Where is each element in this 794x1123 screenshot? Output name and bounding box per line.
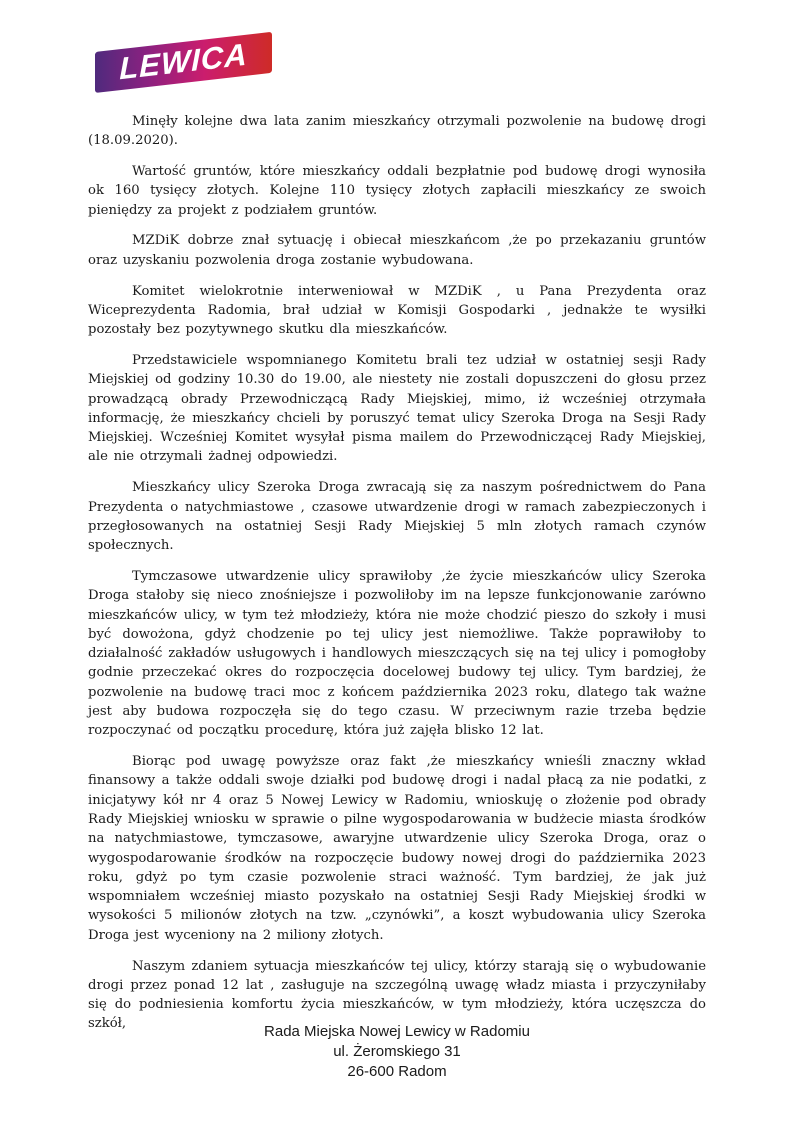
footer-street-address: ul. Żeromskiego 31 bbox=[333, 1043, 461, 1060]
letter-footer bbox=[0, 1022, 794, 1082]
lewica-logo-text: LEWICA bbox=[119, 36, 248, 87]
paragraph: Minęły kolejne dwa lata zanim mieszkańcy otrzymali pozwolenie na budowę drogi (18.09.2020). bbox=[88, 114, 706, 149]
paragraph: Biorąc pod uwagę powyższe oraz fakt ,że mieszkańcy wnieśli znaczny wkład finansowy a także oddali swoje działki pod budowę drogi i nadal płacą za nie podatki, z inicjatywy kół nr 4 oraz 5 Nowej Lewicy w Radomiu, wnioskuję o złożenie pod obrady Rady Miejskiej wniosku w sprawie o pilne wygospodarowania w budżecie miasta środków na natychmiastowe, tymczasowe, awaryjne utwardzenie ulicy Szeroka Droga, oraz o wygospodarowanie środków na rozpoczęcie budowy nowej drogi do października 2023 roku, gdyż po tym czasie pozwolenie straci ważność. Tym bardziej, że jak już wspomniałem wcześniej miasto pozyskało na ostatniej Sesji Rady Miejskiej środki w wysokości 5 milionów złotych na tzw. „czynówki”, a koszt wybudowania ulicy Szeroka Droga jest wyceniony na 2 miliony złotych. bbox=[88, 754, 706, 943]
footer-postal-city: 26-600 Radom bbox=[347, 1063, 447, 1080]
paragraph: Wartość gruntów, które mieszkańcy oddali bezpłatnie pod budowę drogi wynosiła ok 160 tysięcy złotych. Kolejne 110 tysięcy złotych zapłacili mieszkańcy ze swoich pieniędzy za projekt z podziałem gruntów. bbox=[88, 164, 706, 218]
paragraph: Tymczasowe utwardzenie ulicy sprawiłoby ,że życie mieszkańców ulicy Szeroka Droga stałoby się nieco znośniejsze i pozwoliłoby im na lepsze funkcjonowanie zarówno mieszkańców ulicy, w tym też młodzieży, która nie może chodzić pieszo do szkoły i musi być dowożona, gdyż chodzenie po tej ulicy jest niemożliwe. Także poprawiłoby to działalność zakładów usługowych i handlowych mieszczących się na tej ulicy i pomogłoby godnie przeczekać okres do rozpoczęcia docelowej budowy tej ulicy. Tym bardziej, że pozwolenie na budowę traci moc z końcem października 2023 roku, dlatego tak ważne jest aby budowa rozpoczęła się do tego czasu. W przeciwnym razie trzeba będzie rozpoczynać od początku procedurę, która już zajęła blisko 12 lat. bbox=[88, 568, 706, 739]
letter-body bbox=[88, 112, 706, 1045]
footer-org-name: Rada Miejska Nowej Lewicy w Radomiu bbox=[264, 1023, 530, 1040]
paragraph: Komitet wielokrotnie interweniował w MZDiK , u Pana Prezydenta oraz Wiceprezydenta Radomia, brał udział w Komisji Gospodarki , jednakże te wysiłki pozostały bez pozytywnego skutku dla mieszkańców. bbox=[88, 283, 706, 338]
paragraph: Mieszkańcy ulicy Szeroka Droga zwracają się za naszym pośrednictwem do Pana Prezydenta o natychmiastowe , czasowe utwardzenie drogi w ramach zabezpieczonych i przegłosowanych na ostatniej Sesji Rady Miejskiej 5 mln złotych ramach czynów społecznych. bbox=[88, 480, 706, 554]
paragraph: MZDiK dobrze znał sytuację i obiecał mieszkańcom ,że po przekazaniu gruntów oraz uzyskaniu pozwolenia droga zostanie wybudowana. bbox=[88, 233, 706, 268]
lewica-logo bbox=[95, 32, 272, 93]
paragraph: Naszym zdaniem sytuacja mieszkańców tej ulicy, którzy starają się o wybudowanie drogi przez ponad 12 lat , zasługuje na szczególną uwagę władz miasta i przyczyniłaby się do podniesienia komfortu życia mieszkańców, w tym młodzieży, która uczęszcza do szkół, bbox=[88, 958, 706, 1032]
paragraph: Przedstawiciele wspomnianego Komitetu brali tez udział w ostatniej sesji Rady Miejskiej od godziny 10.30 do 19.00, ale niestety nie zostali dopuszczeni do głosu przez prowadzącą obrady Przewodniczącą Rady Miejskiej, mimo, iż wcześniej otrzymała informację, że mieszkańcy chcieli by poruszyć temat ulicy Szeroka Droga na Sesji Rady Miejskiej. Wcześniej Komitet wysyłał pisma mailem do Przewodniczącej Rady Miejskiej, ale nie otrzymali żadnej odpowiedzi. bbox=[88, 352, 706, 465]
